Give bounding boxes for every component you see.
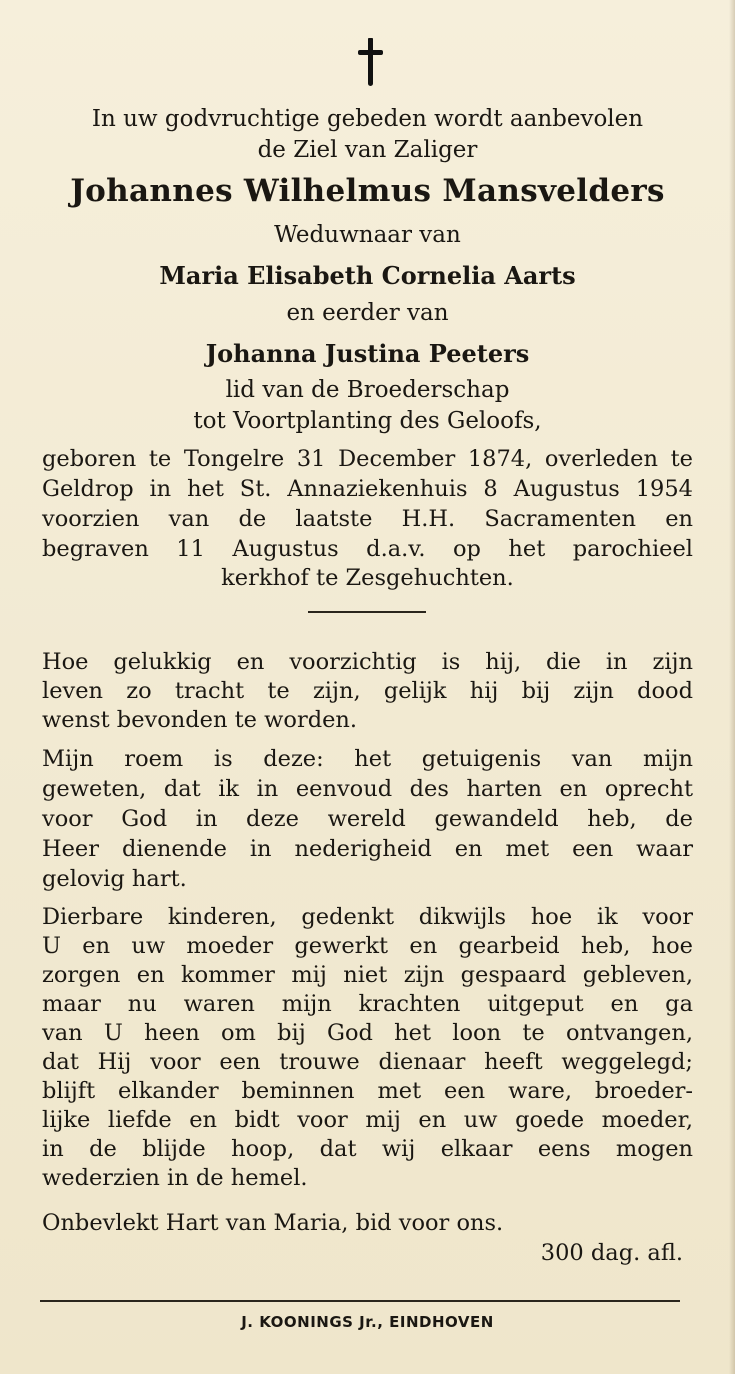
prayer-line: Onbevlekt Hart van Maria, bid voor ons. <box>42 1210 504 1236</box>
paragraph-3-line: wederzien in de hemel. <box>42 1165 308 1191</box>
printer-credit: J. KOONINGS Jr., EINDHOVEN <box>241 1313 494 1331</box>
card-edge-shadow <box>729 0 735 1374</box>
bio-line: voorzien van de laatste H.H. Sacramenten en <box>42 506 693 532</box>
paragraph-3-line: blijft elkander beminnen met een ware, broeder- <box>42 1078 693 1104</box>
paragraph-1-line: wenst bevonden te worden. <box>42 707 358 733</box>
membership-line-2: tot Voortplanting des Geloofs, <box>193 408 542 434</box>
membership-line-1: lid van de Broederschap <box>225 377 510 403</box>
paragraph-2-line: geweten, dat ik in eenvoud des harten en oprecht <box>42 776 693 802</box>
paragraph-2-line: Mijn roem is deze: het getuigenis van mijn <box>42 746 693 772</box>
paragraph-3-line: in de blijde hoop, dat wij elkaar eens mogen <box>42 1136 693 1162</box>
earlier-label: en eerder van <box>286 300 449 326</box>
paragraph-3-line: zorgen en kommer mij niet zijn gespaard gebleven, <box>42 962 693 988</box>
bio-line: Geldrop in het St. Annaziekenhuis 8 Augustus 1954 <box>42 476 693 502</box>
header-line-1: In uw godvruchtige gebeden wordt aanbevolen <box>91 106 644 132</box>
paragraph-3-line: lijke liefde en bidt voor mij en uw goede moeder, <box>42 1107 693 1133</box>
indulgence-line: 300 dag. afl. <box>540 1240 683 1266</box>
paragraph-3-line: maar nu waren mijn krachten uitgeput en ga <box>42 991 693 1017</box>
widower-label: Weduwnaar van <box>274 222 461 248</box>
deceased-name: Johannes Wilhelmus Mansvelders <box>70 173 665 209</box>
spouse-1-name: Maria Elisabeth Cornelia Aarts <box>159 261 576 290</box>
spouse-2-name: Johanna Justina Peeters <box>205 339 530 368</box>
paragraph-2-line: Heer dienende in nederigheid en met een waar <box>42 836 693 862</box>
bio-line: kerkhof te Zesgehuchten. <box>221 565 514 591</box>
bio-line: geboren te Tongelre 31 December 1874, overleden te <box>42 446 693 472</box>
divider-long <box>40 1300 680 1302</box>
bio-line: begraven 11 Augustus d.a.v. op het parochieel <box>42 536 693 562</box>
paragraph-3-line: Dierbare kinderen, gedenkt dikwijls hoe ik voor <box>42 904 693 930</box>
paragraph-3-line: van U heen om bij God het loon te ontvangen, <box>42 1020 693 1046</box>
cross-icon <box>352 38 388 88</box>
paragraph-3-line: dat Hij voor een trouwe dienaar heeft weggelegd; <box>42 1049 693 1075</box>
paragraph-2-line: gelovig hart. <box>42 866 187 892</box>
paragraph-1-line: leven zo tracht te zijn, gelijk hij bij zijn dood <box>42 678 693 704</box>
divider-short <box>308 611 426 613</box>
paragraph-1-line: Hoe gelukkig en voorzichtig is hij, die in zijn <box>42 649 693 675</box>
paragraph-3-line: U en uw moeder gewerkt en gearbeid heb, hoe <box>42 933 693 959</box>
paragraph-2-line: voor God in deze wereld gewandeld heb, de <box>42 806 693 832</box>
header-line-2: de Ziel van Zaliger <box>257 137 478 163</box>
